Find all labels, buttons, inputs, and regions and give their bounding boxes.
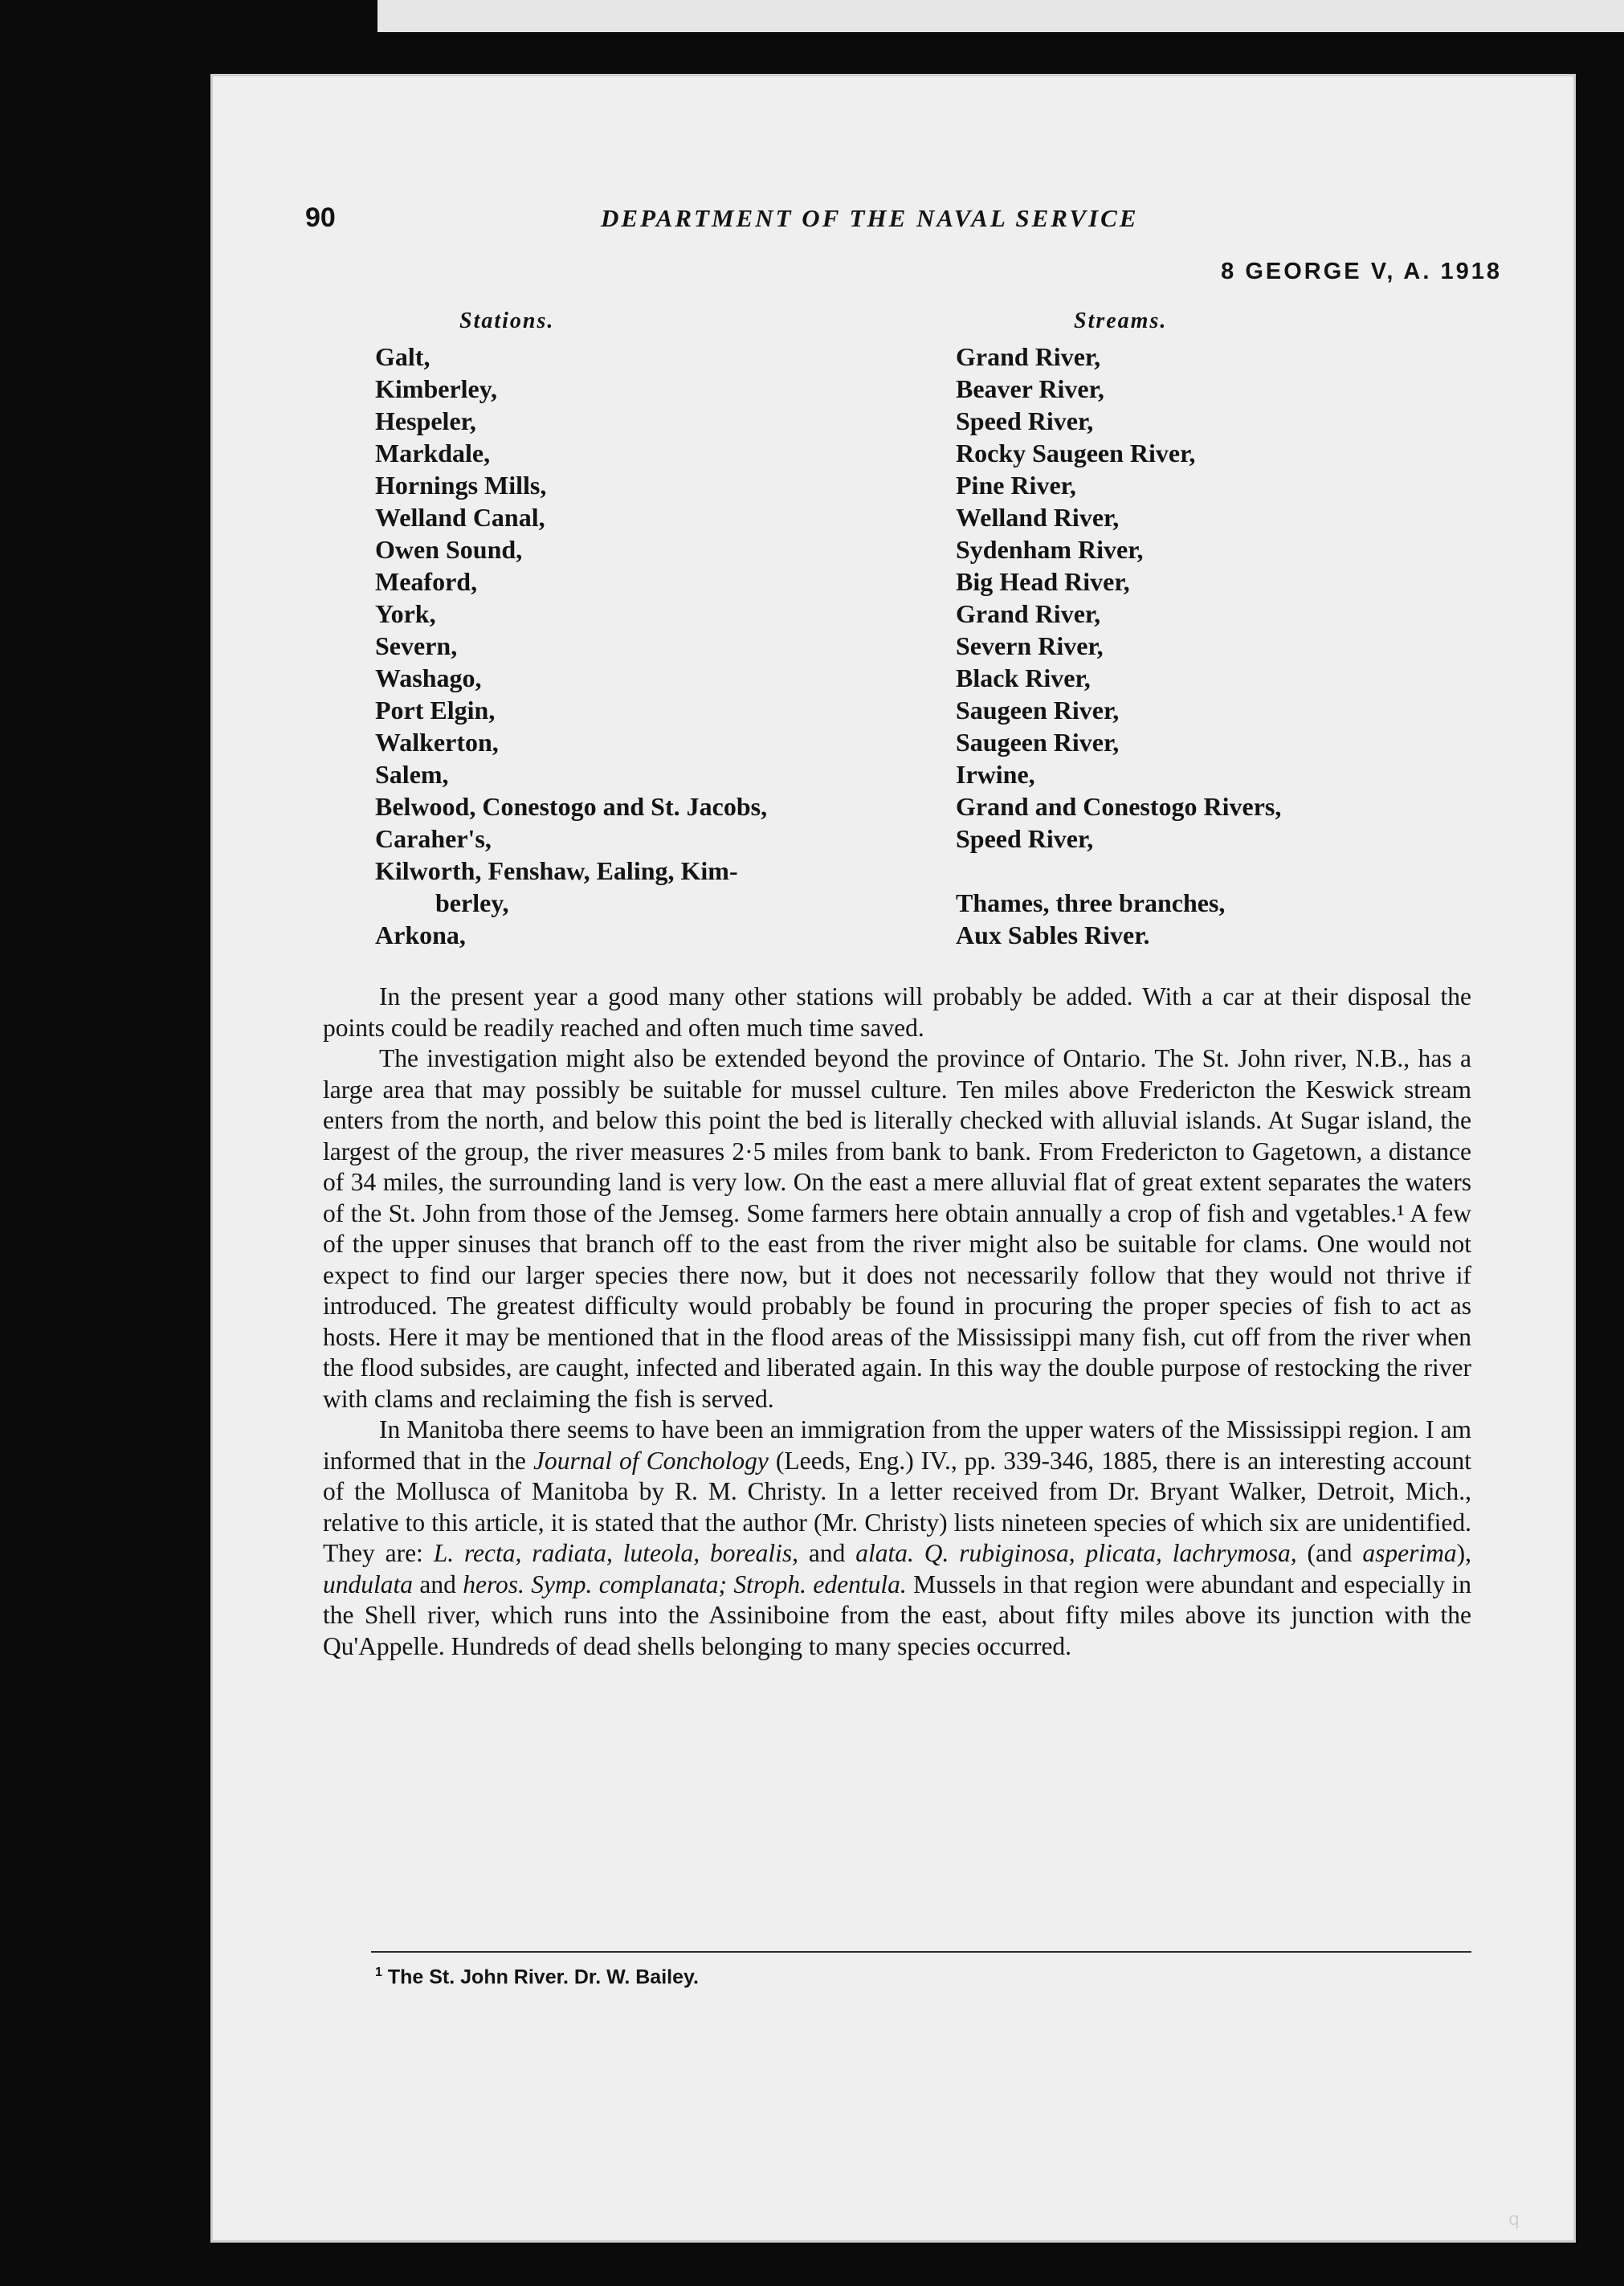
stream-row: Speed River, [956,824,1094,853]
station-row: Port Elgin, [375,696,496,725]
station-row: Meaford, [375,567,478,596]
footnote [375,1966,699,1989]
paragraph [323,1414,1471,1662]
station-row: Severn, [375,631,458,660]
journal-title: Journal of Conchology [532,1446,769,1475]
session-line: 8 GEORGE V, A. 1918 [1221,259,1502,284]
station-row: Salem, [375,760,449,789]
station-row: Arkona, [375,921,466,949]
page-header [210,202,1576,251]
species-names: alata. Q. rubiginosa, plicata, lachrymosa, [855,1539,1297,1567]
stream-row: Irwine, [956,760,1035,789]
stream-row: Severn River, [956,631,1104,660]
page-number: 90 [305,202,336,233]
station-row: Belwood, Conestogo and St. Jacobs, [375,792,768,821]
stream-row: Aux Sables River. [956,921,1150,949]
station-row: Hornings Mills, [375,471,547,500]
stream-row-blank [956,855,1478,887]
stream-row: Rocky Saugeen River, [956,439,1196,467]
stream-row: Speed River, [956,406,1094,435]
paragraph: In the present year a good many other stations will probably be added. With a car at their disposal the points could be readily reached and often much time saved. [323,982,1471,1042]
text-run: and [798,1539,856,1567]
text-run: (Leeds, Eng.) IV., pp. 339-346, 1885, there is an interesting account of the Mollusca of Manitoba by R. M. Christy. In a letter received from Dr. Bryant Walker, Detroit, Mich., relative to this article, it is stated that the author (Mr. Christy) lists nineteen species of which six are unidentified. They are: [323,1446,1472,1567]
document-page [210,74,1576,2243]
station-row: Caraher's, [375,824,492,853]
running-head: DEPARTMENT OF THE NAVAL SERVICE [601,204,1139,232]
streams-column [956,341,1478,951]
station-row: Hespeler, [375,406,476,435]
species-names: heros. Symp. complanata; Stroph. edentula. [463,1570,907,1598]
paragraph: The investigation might also be extended beyond the province of Ontario. The St. John river, N.B., has a large area that may possibly be suitable for mussel culture. Ten miles above Fredericton the Keswick stream enters from the north, and below this point the bed is literally checked with alluvial islands. At Sugar island, the largest of the group, the river measures 2·5 miles from bank to bank. From Fredericton to Gagetown, a distance of 34 miles, the surrounding land is very low. On the east a mere alluvial flat of great extent separates the waters of the St. John from those of the Jemseg. Some farmers here obtain annually a crop of fish and vgetables.¹ A few of the upper sinuses that branch off to the east from the river might also be suitable for clams. One would not expect to find our larger species there now, but it does not necessarily follow that they would not thrive if introduced. The greatest difficulty would probably be found in procuring the proper species of fish to act as hosts. Here it may be mentioned that in the flood areas of the Mississippi many fish, cut off from the river when the flood subsides, are caught, infected and liberated again. In this way the double purpose of restocking the river with clams and reclaiming the fish is served. [323,1044,1471,1413]
stream-row: Pine River, [956,471,1076,500]
station-row: berley, [435,888,509,917]
footnote-marker: 1 [375,1966,382,1979]
stream-row: Sydenham River, [956,535,1144,564]
species-names: L. recta, radiata, luteola, borealis, [433,1539,798,1567]
text-run: Mussels in that region were abundant and especially in the Shell river, which runs into the Assiniboine from the east, about fifty miles above its junction with the Qu'Appelle. Hundreds of dead shells belonging to many species occurred. [323,1570,1472,1660]
stream-row: Welland River, [956,503,1120,532]
station-row: Owen Sound, [375,535,523,564]
corner-mark: q [1508,2210,1520,2230]
stream-row: Beaver River, [956,374,1104,403]
text-run: In Manitoba there seems to have been an immigration from the upper waters of the Mississippi region. I am informed that in the [323,1415,1471,1475]
stream-row: Grand and Conestogo Rivers, [956,792,1282,821]
stream-row: Grand River, [956,342,1101,371]
stations-column [375,341,937,951]
station-row: Kilworth, Fenshaw, Ealing, Kim- [375,856,738,885]
station-row: Galt, [375,342,430,371]
footnote-text: The St. John River. Dr. W. Bailey. [387,1966,700,1989]
stream-row: Thames, three branches, [956,888,1226,917]
station-row: Walkerton, [375,728,499,757]
footnote-rule [371,1951,1471,1953]
stream-row: Grand River, [956,599,1101,628]
species-names: undulata [323,1570,414,1598]
text-run: (and [1296,1539,1363,1567]
body-text [323,982,1471,1662]
top-edge-strip [377,0,1624,32]
text-run: ), [1456,1539,1471,1567]
station-row: York, [375,599,436,628]
streams-heading: Streams. [1074,308,1168,333]
station-row: Washago, [375,663,482,692]
stream-row: Black River, [956,663,1091,692]
stream-row: Saugeen River, [956,728,1120,757]
stations-heading: Stations. [459,308,555,333]
stream-row: Big Head River, [956,567,1130,596]
station-row: Kimberley, [375,374,497,403]
station-row: Welland Canal, [375,503,545,532]
text-run: and [413,1570,463,1598]
stream-row: Saugeen River, [956,696,1120,725]
station-row: Markdale, [375,439,491,467]
species-names: asperima [1362,1539,1457,1567]
